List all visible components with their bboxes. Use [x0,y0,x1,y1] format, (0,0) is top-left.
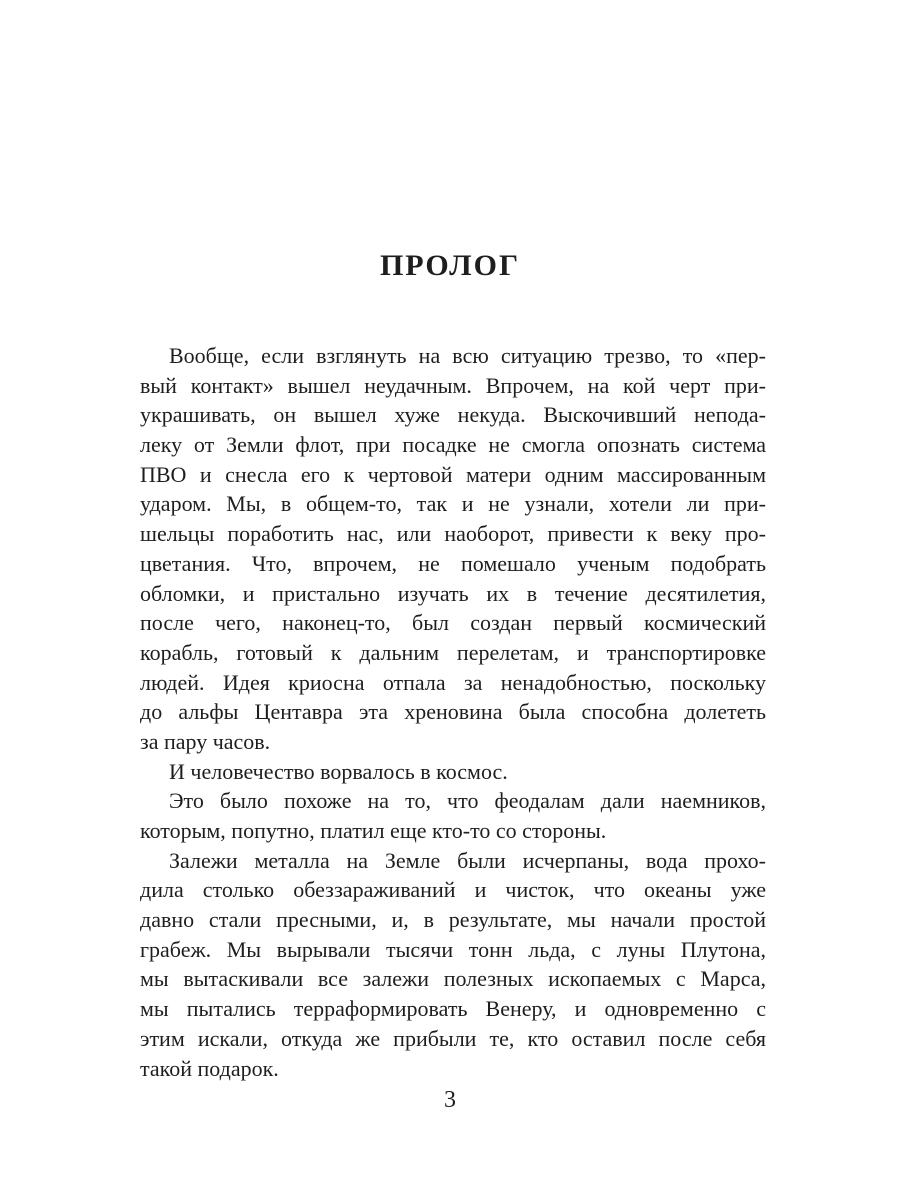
text-line: Залежи металла на Земле были исчерпаны, вода прохо- [169,847,766,873]
text-line: И человечество ворвалось в космос. [169,758,508,784]
text-line: людей. Идея криосна отпала за ненадобностью, поскольку [140,669,766,695]
text-line: леку от Земли флот, при посадке не смогла опознать система [140,432,766,458]
text-line: за пару часов. [140,728,271,754]
text-line: Это было похоже на то, что феодалам дали наемников, [169,788,766,814]
text-line: давно стали пресными, и, в результате, мы начали простой [140,907,766,933]
text-line: после чего, наконец-то, был создан первый космический [140,610,766,636]
text-line: мы вытаскивали все залежи полезных ископаемых с Марса, [140,966,766,992]
chapter-title: ПРОЛОГ [379,249,521,282]
text-line: шельцы поработить нас, или наоборот, привести к веку про- [140,521,766,547]
text-line: грабеж. Мы вырывали тысячи тонн льда, с луны Плутона, [140,936,766,962]
text-line: мы пытались терраформировать Венеру, и одновременно с [140,996,766,1022]
text-line: ПВО и снесла его к чертовой матери одним массированным [140,461,766,487]
text-line: этим искали, откуда же прибыли те, кто оставил после себя [140,1025,766,1051]
page-number: 3 [444,1087,456,1113]
text-line: такой подарок. [140,1055,279,1081]
text-line: которым, попутно, платил еще кто-то со стороны. [140,818,607,843]
text-line: до альфы Центавра эта хреновина была способна долететь [140,699,766,725]
text-line: обломки, и пристально изучать их в течение десятилетия, [140,580,766,606]
text-line: цветания. Что, впрочем, не помешало ученым подобрать [140,550,766,576]
text-line: корабль, готовый к дальним перелетам, и транспортировке [140,639,766,665]
text-line: ударом. Мы, в общем-то, так и не узнали, хотели ли при- [140,491,766,517]
text-line: вый контакт» вышел неудачным. Впрочем, на кой черт при- [140,372,766,398]
body-text-block [140,341,766,1083]
text-line: Вообще, если взглянуть на всю ситуацию трезво, то «пер- [169,343,766,368]
text-line: дила столько обеззараживаний и чисток, что океаны уже [140,877,766,903]
text-line: украшивать, он вышел хуже некуда. Выскочивший непода- [140,402,766,428]
